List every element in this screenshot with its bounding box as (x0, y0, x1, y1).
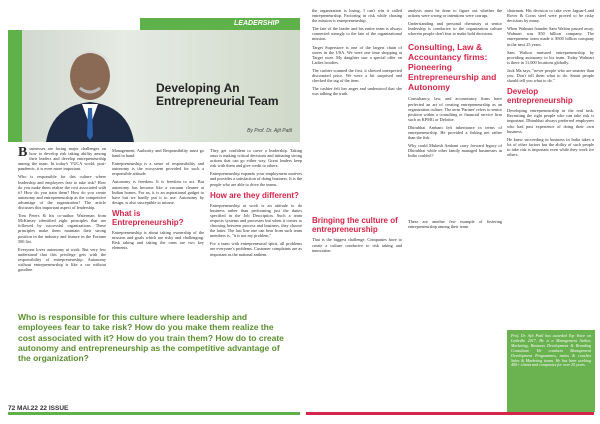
paragraph: Target Superstore is one of the largest chain of stores in the USA. We were one time shopping at Target store. My daughter saw a special offer on Ladies hoodies. (312, 44, 402, 65)
intro-paragraph: Businesses are facing major challenges on how to develop risk taking ability among their leaders and develop entrepreneurship among the team. In today's VUCA world, post-pandemic, it is even more important. (18, 145, 106, 172)
paragraph: Entrepreneurship expands your employment motives and provides a satisfaction of doing business. It is the people who are able to drive the teams. (210, 171, 302, 187)
author-bio-box: Prof. Dr. Ajit Patil has awarded Top Voice on LinkedIn 2017, He is a Management Author, Marketing, Business Development & Branding Consultant. He conducts Management Development Programmes, trains & coaches Sales & Marketing teams. He has been working 400+ clients and companies for over 25 years. (507, 330, 595, 412)
paragraph: Everyone loves autonomy at work. But very few understand that this privilege gets with the responsibility of entrepreneurship. Autonomy without entrepreneurship is like a car without gasoline. (18, 246, 106, 273)
column-3 (210, 148, 302, 260)
paragraph: Entrepreneurship is about taking ownership of the mission and goals which are risky and challenging. Risk taking and taking the onus are two key elements. (112, 229, 204, 251)
hero-banner (8, 30, 300, 142)
page-number: 72 (8, 405, 16, 412)
article-title: Developing An Entrepreneurial Team (156, 81, 279, 108)
paragraph: These are another few example of fostering entrepreneurship among their team. (408, 218, 502, 229)
paragraph: Consultancy, law, and accountancy firms have perfected an art of creating entrepreneurship as an organization culture. The term 'Partner' refers to senior position within a consulting or financial service firm such as KPMG or Deloitte. (408, 96, 502, 122)
paragraph: They get confident to carve a leadership. Taking onus is making critical decisions and initiating strong actions that can go either way. Great leaders keep risk with them and give credit to others. (210, 148, 302, 169)
paragraph: Tom Peters & his co-author Waterman from McKinsey identified eight principles that are followed by successful organizations. These principles make them maintain their strong position in the industry and feature in the Fortune 500 list. (18, 213, 106, 244)
subheading-what-is-entrepreneurship: What is Entrepreneurship? (112, 208, 184, 227)
column-4 (312, 8, 402, 256)
footer-bar-red (306, 412, 594, 415)
paragraph: Why could Mukesh Ambani carry forward legacy of Dhirubhai while other family managed businesses in India couldn't? (408, 143, 502, 159)
column-5 (408, 8, 502, 232)
hero-accent-bar (8, 30, 22, 142)
footer-bar-green (8, 412, 300, 415)
paragraph: Understanding and personal chemistry at senior leadership is conducive to the organization culture wherein people don't fear to make bold decisions. (408, 21, 502, 37)
paragraph: analysis must be done to figure out whether the actions were wrong or intentions were corrupt. (408, 8, 502, 19)
pull-quote: Who is responsible for this culture where leadership and employees fear to take risk? How do you make them realize the cost associated with it? How do you train them? How do to create autonomy and entrepreneurship as the competitive advantage of the organization? (18, 312, 284, 364)
paragraph: The cashier felt her anger and understood that she was talking the truth. (312, 86, 402, 97)
paragraph: Who is responsible for this culture where leadership and employees fear to take risk? How do you make them realize the cost associated with it? How do you train them? How do you create autonomy and entrepreneurship as the competitive advantage of the organization? The article discusses this important aspect of leadership. (18, 174, 106, 211)
paragraph: When Walmart founder Sam Walton passed away, Walmart was $50 billion company. The entrepreneur team made it $500 billion company in the next 25 years. (507, 26, 594, 47)
issue-label: 22 ISSUE (39, 405, 69, 412)
author-photo (38, 36, 138, 142)
column-1 (18, 146, 106, 275)
paragraph: For a team with entrepreneurial spirit, all problems are everyone's problems. Customer complaints are as important as the national anthem. (210, 241, 302, 257)
magazine-name: MAI.22 (17, 405, 38, 412)
paragraph: Developing entrepreneurship in the real task. Recruiting the right people who can take risk is important. Dhirubhai always preferred employees who had past experience of doing their own business. (507, 108, 594, 134)
subheading-how-different: How are they different? (210, 190, 299, 200)
paragraph: chairman. His decision to take over Jaguar-Land Rover & Corus steel were proved to be risky decisions by many. (507, 8, 594, 24)
subheading-develop-entrepreneurship: Develop entrepreneurship (507, 87, 573, 106)
drop-cap: B (18, 145, 28, 160)
paragraph: He knew succeeding in business in India takes a lot of other factors but the ability of such people to take risk is important even while they work for others. (507, 136, 594, 157)
paragraph: Management, Authority and Responsibility must go hand in hand. (112, 148, 204, 159)
paragraph: The fate of the leader and his entire team is always connected strongly to the fate of the organizational mission. (312, 26, 402, 42)
section-header: LEADERSHIP (140, 18, 300, 30)
byline: By Prof. Dr. Ajit Patil (247, 128, 292, 134)
column-6 (507, 8, 594, 160)
paragraph: Entrepreneurship is a sense of responsibility and autonomy is the ecosystem provided for such a responsible attitude. (112, 161, 204, 177)
subheading-bringing-culture: Bringing the culture of entrepreneurship (312, 216, 398, 235)
paragraph: Dhirubhai Ambani left inheritance in terms of entrepreneurship. He provided a fishing net rather than the fish. (408, 124, 502, 141)
column-2 (112, 148, 204, 253)
subheading-consulting-firms: Consulting, Law & Accountancy firms: Pioneering Entrepreneurship and Autonomy (408, 42, 497, 93)
paragraph: Autonomy is freedom. It is freedom to act. But autonomy has become like a vacuum cleaner at Indian homes. For us, it is an aspirational gadget to have but we hardly put it to use. Autonomy by design, is also susceptible to misuse. (112, 179, 204, 205)
paragraph: Entrepreneurship at work is an attitude to do business rather than performing just the duties specified in the Job Description. Such a team respects systems and processes but when it comes to choosing between process and business, they choose the latter. The last line one can hear from such team members is, "it is not my problem." (210, 202, 302, 239)
paragraph: Sam Walton nurtured entrepreneurship by providing autonomy to his team. Today Walmart is there in 11,000 locations globally. (507, 49, 594, 65)
paragraph: The cashier scanned the first, it showed unexpected discounted price. We were a bit surprised and checked the tag of the item. (312, 67, 402, 84)
paragraph: the organization is losing, I can't win it called entrepreneurship. Factoring in risk while chasing the mission is entrepreneurship. (312, 8, 402, 24)
page-footer (8, 405, 68, 412)
paragraph: Jack Ma says, "never people who are smarter than you. Don't tell them what to do. Smart people should tell you what to do." (507, 67, 594, 84)
paragraph: That is the biggest challenge. Companies have to create a culture conducive to risk taking and innovation. (312, 237, 402, 253)
